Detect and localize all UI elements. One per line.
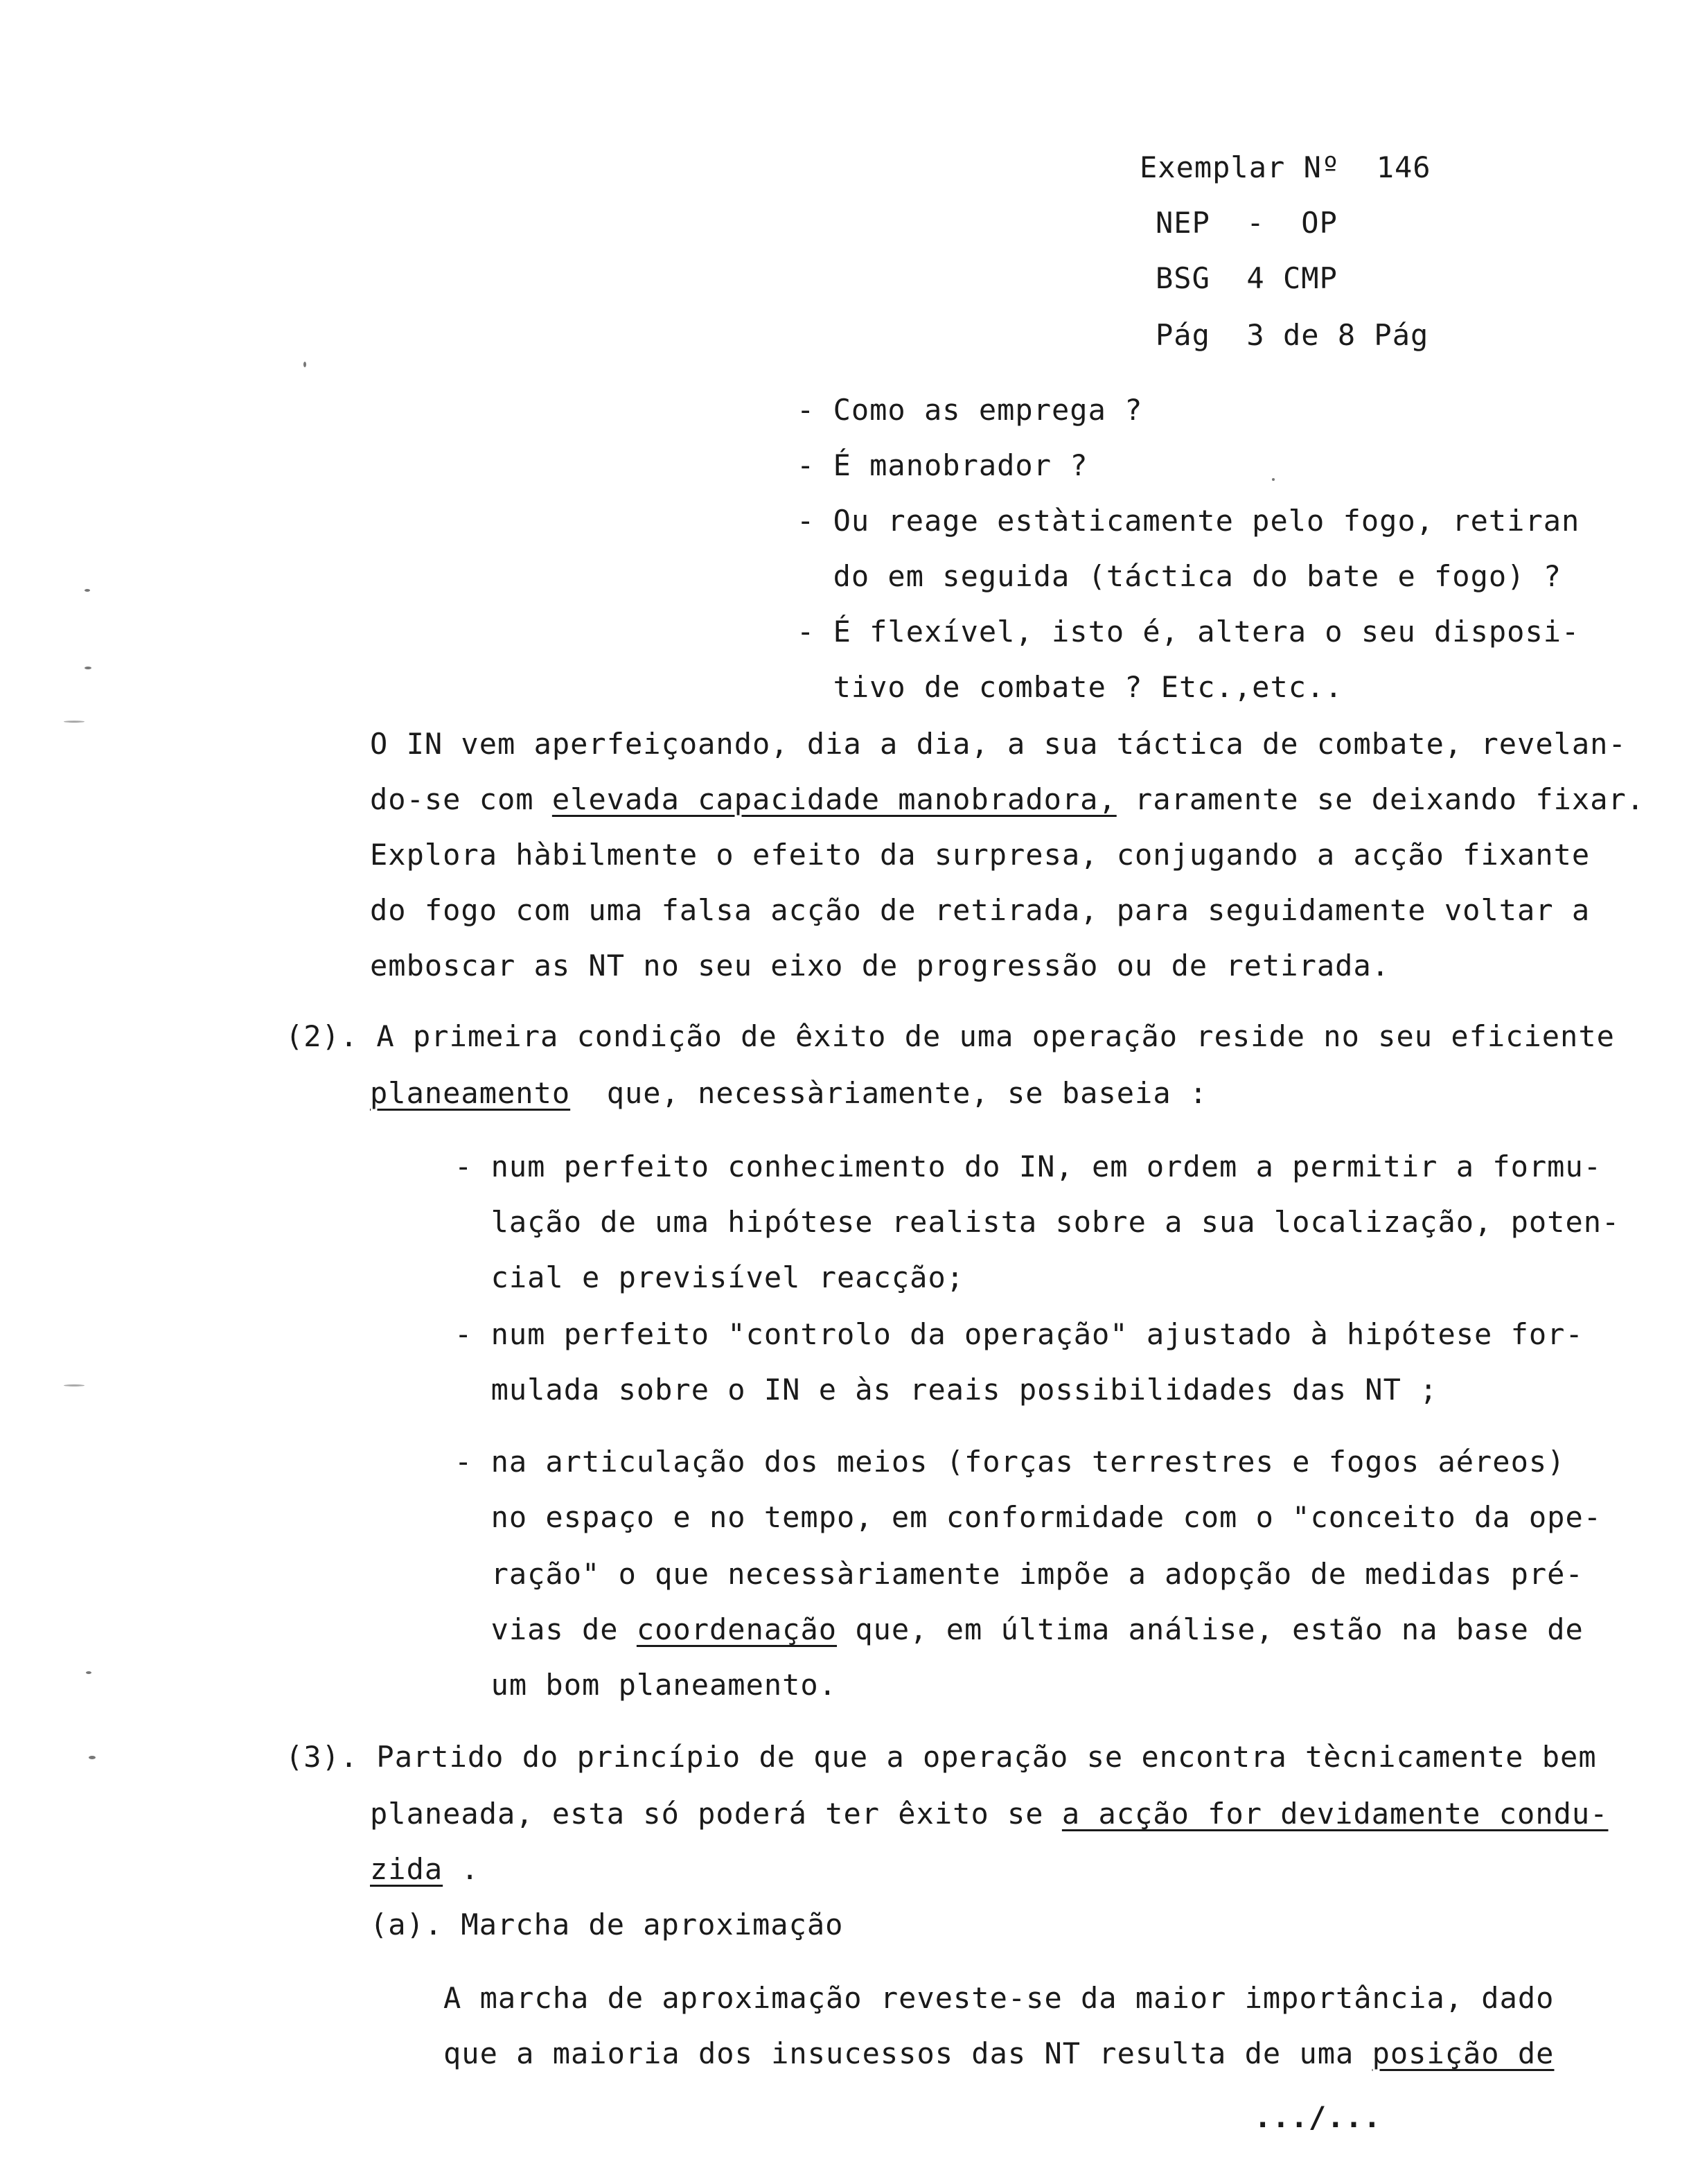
list-item-line: - num perfeito conhecimento do IN, em ordem a permitir a formu- — [454, 1150, 1602, 1183]
subsection-a-heading: (a). Marcha de aproximação — [370, 1908, 844, 1941]
scan-speck — [64, 721, 85, 723]
header-bsg: BSG 4 CMP — [1156, 261, 1338, 295]
scan-speck — [89, 1756, 96, 1759]
question-line: - Ou reage estàticamente pelo fogo, retiran — [797, 504, 1580, 538]
scan-speck — [1272, 478, 1275, 481]
paragraph-line: do fogo com uma falsa acção de retirada, para seguidamente voltar a — [370, 893, 1591, 927]
question-line: - Como as emprega ? — [797, 393, 1143, 427]
question-line: - É flexível, isto é, altera o seu disposi- — [797, 615, 1580, 649]
list-item-line: cial e previsível reacção; — [454, 1260, 965, 1294]
paragraph-line: que a maioria dos insucessos das NT resulta de uma posição de — [443, 2036, 1555, 2070]
list-item-line: mulada sobre o IN e às reais possibilidades das NT ; — [454, 1373, 1438, 1407]
scan-speck — [64, 1384, 85, 1386]
scan-speck — [303, 362, 306, 367]
header-exemplar: Exemplar Nº 146 — [1140, 150, 1431, 184]
question-line: do em seguida (táctica do bate e fogo) ? — [797, 559, 1562, 593]
list-item-line: ração" o que necessàriamente impõe a adopção de medidas pré- — [454, 1557, 1584, 1591]
scan-speck — [85, 589, 90, 592]
question-line: - É manobrador ? — [797, 448, 1088, 482]
underlined-phrase: elevada capacidade manobradora, — [551, 782, 1117, 816]
underlined-phrase: posição de — [1372, 2036, 1555, 2070]
list-item-line: - na articulação dos meios (forças terrestres e fogos aéreos) — [454, 1445, 1566, 1479]
underlined-phrase: planeamento — [370, 1076, 571, 1110]
header-nep: NEP - OP — [1156, 206, 1338, 240]
question-line: tivo de combate ? Etc.,etc.. — [797, 670, 1343, 704]
underlined-phrase: coordenação — [636, 1612, 838, 1646]
list-item-line: um bom planeamento. — [454, 1668, 838, 1702]
paragraph-line: do-se com elevada capacidade manobradora, raramente se deixando fixar. — [370, 782, 1645, 816]
header-page-number: Pág 3 de 8 Pág — [1156, 318, 1429, 352]
paragraph-line: planeada, esta só poderá ter êxito se a acção for devidamente condu- — [370, 1797, 1609, 1831]
paragraph-line: O IN vem aperfeiçoando, dia a dia, a sua táctica de combate, revelan- — [370, 727, 1627, 761]
list-item-line: no espaço e no tempo, em conformidade com o "conceito da ope- — [454, 1500, 1602, 1534]
paragraph-line: zida . — [370, 1852, 479, 1886]
underlined-phrase: a acção for devidamente condu- — [1061, 1797, 1609, 1831]
paragraph-line: emboscar as NT no seu eixo de progressão ou de retirada. — [370, 949, 1390, 983]
list-item-line: - num perfeito "controlo da operação" ajustado à hipótese for- — [454, 1317, 1584, 1351]
section-3-heading: (3). Partido do princípio de que a operação se encontra tècnicamente bem — [285, 1740, 1597, 1774]
paragraph-line: A marcha de aproximação reveste-se da maior importância, dado — [443, 1981, 1555, 2015]
underlined-phrase: zida — [370, 1852, 443, 1886]
paragraph-line: Explora hàbilmente o efeito da surpresa, conjugando a acção fixante — [370, 838, 1591, 872]
paragraph-line: planeamento que, necessàriamente, se baseia : — [370, 1076, 1208, 1110]
list-item-line: vias de coordenação que, em última análise, estão na base de — [454, 1612, 1584, 1646]
scan-speck — [85, 667, 91, 669]
continuation-mark: .../... — [1254, 2100, 1382, 2134]
scan-speck — [86, 1671, 91, 1674]
list-item-line: lação de uma hipótese realista sobre a sua localização, poten- — [454, 1205, 1620, 1239]
section-2-heading: (2). A primeira condição de êxito de uma operação reside no seu eficiente — [285, 1019, 1615, 1053]
